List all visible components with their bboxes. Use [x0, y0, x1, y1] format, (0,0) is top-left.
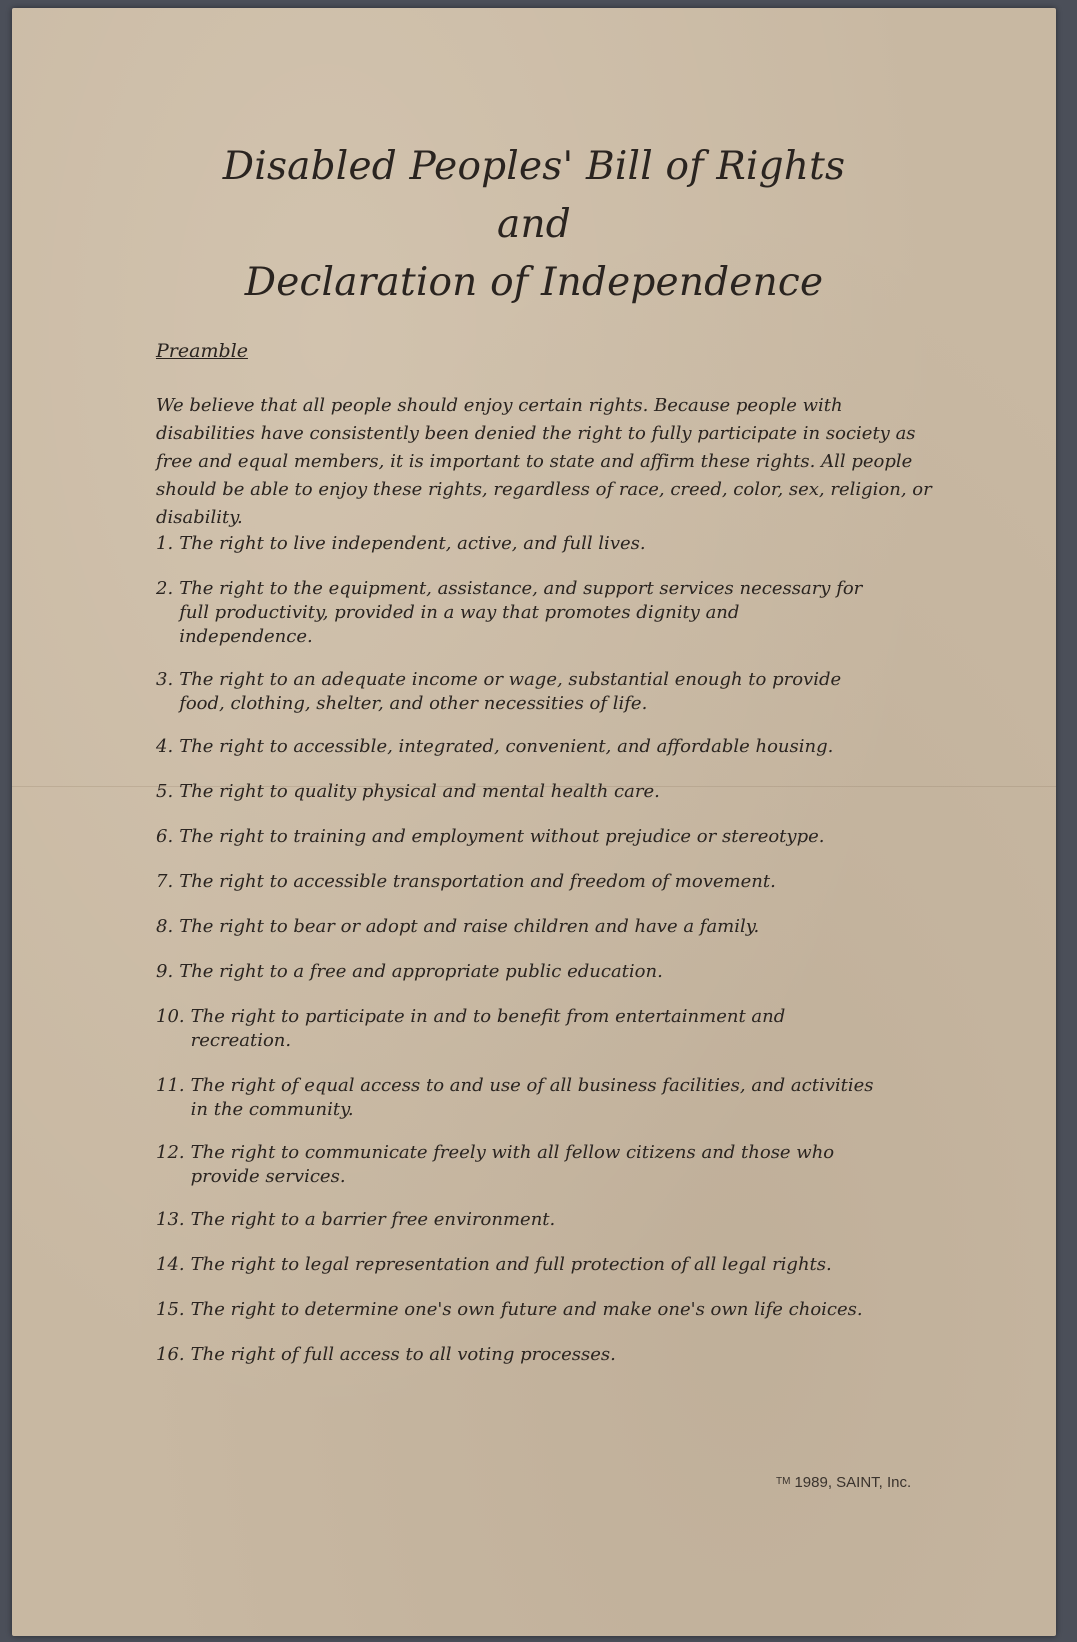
right-number: 15. [156, 1299, 185, 1320]
title-line-3: Declaration of Independence [244, 260, 824, 305]
document-title [12, 138, 1056, 312]
rights-list [156, 532, 876, 1388]
right-text: The right to accessible transportation and freedom of movement. [179, 871, 776, 892]
right-text: The right to accessible, integrated, convenient, and affordable housing. [179, 736, 834, 757]
right-number: 4. [156, 736, 174, 757]
right-text: The right to training and employment without prejudice or stereotype. [179, 826, 825, 847]
right-number: 11. [156, 1075, 185, 1096]
right-item [156, 960, 876, 984]
right-item [156, 668, 876, 716]
right-text: The right to a barrier free environment. [190, 1209, 556, 1230]
right-number: 3. [156, 669, 174, 690]
copyright-notice [776, 1474, 911, 1491]
right-text: The right to an adequate income or wage, substantial enough to provide food, clothing, shelter, and other necessities of life. [179, 669, 842, 714]
right-text: The right to a free and appropriate public education. [179, 961, 663, 982]
right-number: 8. [156, 916, 174, 937]
right-text: The right of equal access to and use of all business facilities, and activities in the community. [190, 1075, 874, 1120]
right-item [156, 1343, 876, 1367]
right-number: 9. [156, 961, 174, 982]
preamble-heading: Preamble [156, 340, 248, 362]
right-item [156, 1298, 876, 1322]
right-text: The right to the equipment, assistance, and support services necessary for full productivity, provided in a way that promotes dignity and independence. [179, 578, 863, 647]
right-item [156, 1074, 876, 1122]
title-line-2: and [497, 202, 571, 247]
right-number: 7. [156, 871, 174, 892]
copyright-text: 1989, SAINT, Inc. [794, 1474, 912, 1491]
right-text: The right to participate in and to benefit from entertainment and recreation. [190, 1006, 786, 1051]
right-number: 14. [156, 1254, 185, 1275]
right-number: 1. [156, 533, 174, 554]
right-item [156, 825, 876, 849]
right-item [156, 1208, 876, 1232]
right-item [156, 1141, 876, 1189]
preamble-text: We believe that all people should enjoy certain rights. Because people with disabilities have consistently been denied the right to fully participate in society as free and equal members, it is important to state and affirm these rights. All people should be able to enjoy these rights, regardless of race, creed, color, sex, religion, or disability. [156, 395, 932, 528]
right-item [156, 577, 876, 649]
right-number: 6. [156, 826, 174, 847]
trademark-symbol: TM [776, 1476, 791, 1487]
right-text: The right to legal representation and full protection of all legal rights. [190, 1254, 832, 1275]
right-number: 2. [156, 578, 174, 599]
right-number: 10. [156, 1006, 185, 1027]
right-item [156, 532, 876, 556]
right-number: 16. [156, 1344, 185, 1365]
right-text: The right of full access to all voting processes. [190, 1344, 616, 1365]
right-text: The right to quality physical and mental health care. [179, 781, 660, 802]
right-item [156, 915, 876, 939]
right-item [156, 1005, 876, 1053]
right-text: The right to bear or adopt and raise children and have a family. [179, 916, 760, 937]
right-text: The right to determine one's own future and make one's own life choices. [190, 1299, 863, 1320]
right-item [156, 780, 876, 804]
right-number: 5. [156, 781, 174, 802]
right-number: 12. [156, 1142, 185, 1163]
right-item [156, 870, 876, 894]
right-number: 13. [156, 1209, 185, 1230]
title-line-1: Disabled Peoples' Bill of Rights [222, 144, 846, 189]
right-text: The right to live independent, active, and full lives. [179, 533, 646, 554]
right-item [156, 735, 876, 759]
right-item [156, 1253, 876, 1277]
right-text: The right to communicate freely with all fellow citizens and those who provide services. [190, 1142, 835, 1187]
